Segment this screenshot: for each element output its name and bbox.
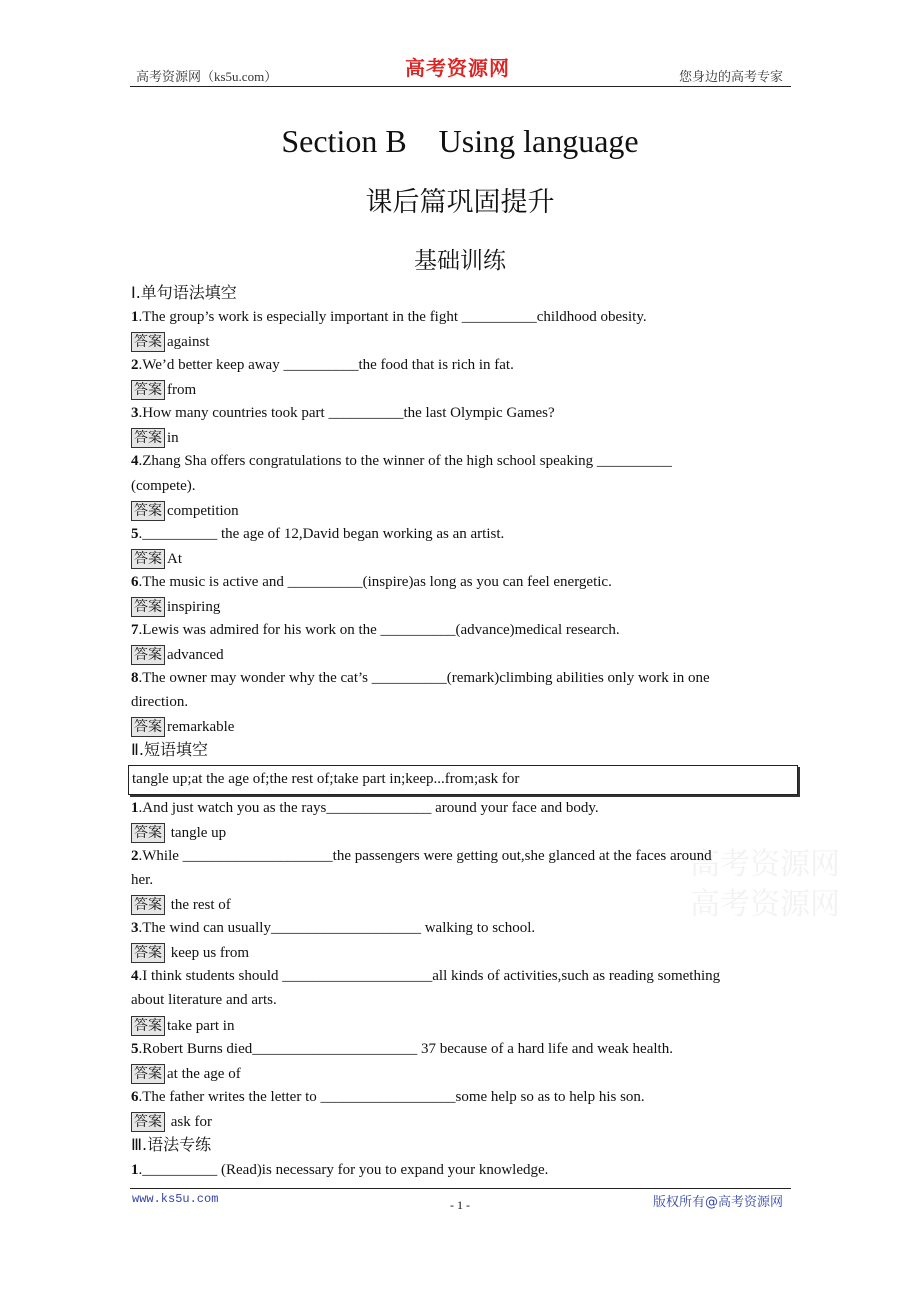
section-title: 基础训练 [414, 248, 506, 274]
answer-line [131, 1016, 234, 1036]
question-number: 4 [131, 968, 139, 984]
answer-text: in [167, 430, 179, 446]
answer-badge: 答案 [131, 823, 165, 843]
question-line: 4.I think students should ____________________all kinds of activities,such as reading something [131, 968, 721, 984]
answer-text: advanced [167, 647, 224, 663]
question-number: 6 [131, 574, 139, 590]
question-text: __________ (Read)is necessary for you to expand your knowledge. [142, 1162, 549, 1178]
question-text: Zhang Sha offers congratulations to the winner of the high school speaking __________ [142, 453, 672, 469]
answer-text: remarkable [167, 719, 235, 735]
answer-text: competition [167, 503, 239, 519]
footer-url-link[interactable]: www.ks5u.com [132, 1192, 219, 1206]
answer-text: tangle up [167, 825, 227, 841]
question-text: __________ the age of 12,David began working as an artist. [142, 526, 505, 542]
header-site-name: 高考资源网（ks5u.com） [136, 69, 278, 84]
answer-badge: 答案 [131, 645, 165, 665]
question-line: 2.While ____________________the passengers were getting out,she glanced at the faces around [131, 848, 712, 864]
question-text: I think students should ____________________all kinds of activities,such as reading something [142, 968, 721, 984]
answer-badge: 答案 [131, 501, 165, 521]
answer-line [131, 895, 231, 915]
question-text: The father writes the letter to __________________some help so as to help his son. [142, 1089, 645, 1105]
question-number: 2 [131, 848, 139, 864]
question-text: While ____________________the passengers were getting out,she glanced at the faces around [142, 848, 712, 864]
question-number: 4 [131, 453, 139, 469]
answer-line [131, 823, 226, 843]
word-bank-box [128, 765, 798, 795]
question-line: 4.Zhang Sha offers congratulations to the winner of the high school speaking __________ [131, 453, 672, 469]
answer-badge: 答案 [131, 549, 165, 569]
question-number: 7 [131, 622, 139, 638]
question-line: 1.The group’s work is especially important in the fight __________childhood obesity. [131, 309, 647, 325]
question-line: 3.How many countries took part __________the last Olympic Games? [131, 405, 555, 421]
answer-text: inspiring [167, 599, 221, 615]
answer-text: keep us from [167, 945, 250, 961]
answer-line [131, 943, 249, 963]
watermark-line: 高考资源网 [690, 847, 840, 882]
answer-text: At [167, 551, 182, 567]
question-text: And just watch you as the rays______________ around your face and body. [142, 800, 599, 816]
question-number: 1 [131, 309, 139, 325]
question-text: We’d better keep away __________the food that is rich in fat. [142, 357, 514, 373]
question-text: The wind can usually____________________ walking to school. [142, 920, 536, 936]
question-number: 3 [131, 405, 139, 421]
page-header [130, 56, 791, 87]
answer-line [131, 1064, 241, 1084]
question-line: 1.And just watch you as the rays______________ around your face and body. [131, 800, 599, 816]
question-line-continued: direction. [131, 694, 189, 710]
question-text: Robert Burns died______________________ 37 because of a hard life and weak health. [142, 1041, 673, 1057]
question-text: The music is active and __________(inspire)as long as you can feel energetic. [142, 574, 612, 590]
answer-line [131, 549, 182, 569]
watermark [690, 845, 840, 925]
answer-line [131, 380, 196, 400]
question-text: The owner may wonder why the cat’s __________(remark)climbing abilities only work in one [142, 670, 710, 686]
answer-badge: 答案 [131, 597, 165, 617]
answer-badge: 答案 [131, 380, 165, 400]
question-number: 2 [131, 357, 139, 373]
answer-line [131, 597, 220, 617]
header-slogan: 您身边的高考专家 [678, 69, 783, 84]
page-number: - 1 - [450, 1198, 470, 1212]
header-logo: 高考资源网 [405, 56, 510, 80]
answer-line [131, 428, 179, 448]
question-number: 5 [131, 526, 139, 542]
answer-badge: 答案 [131, 943, 165, 963]
question-number: 1 [131, 800, 139, 816]
question-number: 1 [131, 1162, 139, 1178]
question-line: 8.The owner may wonder why the cat’s __________(remark)climbing abilities only work in one [131, 670, 710, 686]
page-subtitle: 课后篇巩固提升 [365, 187, 555, 218]
question-line: 3.The wind can usually____________________ walking to school. [131, 920, 536, 936]
answer-line [131, 332, 210, 352]
part3-heading: Ⅲ.语法专练 [131, 1135, 212, 1154]
question-line: 6.The music is active and __________(inspire)as long as you can feel energetic. [131, 574, 612, 590]
question-line-continued: her. [131, 872, 154, 888]
answer-line [131, 501, 239, 521]
answer-badge: 答案 [131, 332, 165, 352]
question-text: How many countries took part __________the last Olympic Games? [142, 405, 555, 421]
answer-badge: 答案 [131, 1064, 165, 1084]
word-bank-text: tangle up;at the age of;the rest of;take part in;keep...from;ask for [132, 771, 520, 787]
part1-heading: Ⅰ.单句语法填空 [131, 283, 237, 302]
question-line: 5.Robert Burns died______________________ 37 because of a hard life and weak health. [131, 1041, 673, 1057]
footer-copyright: 版权所有@高考资源网 [652, 1195, 783, 1210]
answer-text: at the age of [167, 1066, 241, 1082]
answer-text: ask for [167, 1114, 212, 1130]
question-number: 8 [131, 670, 139, 686]
part2-heading: Ⅱ.短语填空 [131, 740, 208, 759]
answer-badge: 答案 [131, 895, 165, 915]
question-line: 5.__________ the age of 12,David began working as an artist. [131, 526, 505, 542]
question-line: 1.__________ (Read)is necessary for you to expand your knowledge. [131, 1162, 549, 1178]
answer-badge: 答案 [131, 1016, 165, 1036]
question-number: 5 [131, 1041, 139, 1057]
question-number: 3 [131, 920, 139, 936]
page-title: Section B Using language [281, 123, 639, 159]
question-number: 6 [131, 1089, 139, 1105]
answer-text: from [167, 382, 197, 398]
answer-text: against [167, 334, 210, 350]
question-line-continued: (compete). [131, 478, 196, 494]
question-line: 7.Lewis was admired for his work on the __________(advance)medical research. [131, 622, 620, 638]
answer-badge: 答案 [131, 428, 165, 448]
answer-badge: 答案 [131, 717, 165, 737]
answer-line [131, 717, 234, 737]
answer-text: take part in [167, 1018, 235, 1034]
answer-line [131, 645, 224, 665]
watermark-line: 高考资源网 [690, 887, 840, 922]
question-line: 2.We’d better keep away __________the food that is rich in fat. [131, 357, 514, 373]
answer-badge: 答案 [131, 1112, 165, 1132]
answer-text: the rest of [167, 897, 231, 913]
question-line-continued: about literature and arts. [131, 992, 277, 1008]
answer-line [131, 1112, 212, 1132]
question-line: 6.The father writes the letter to __________________some help so as to help his son. [131, 1089, 645, 1105]
question-text: Lewis was admired for his work on the __________(advance)medical research. [142, 622, 620, 638]
question-text: The group’s work is especially important in the fight __________childhood obesity. [142, 309, 647, 325]
